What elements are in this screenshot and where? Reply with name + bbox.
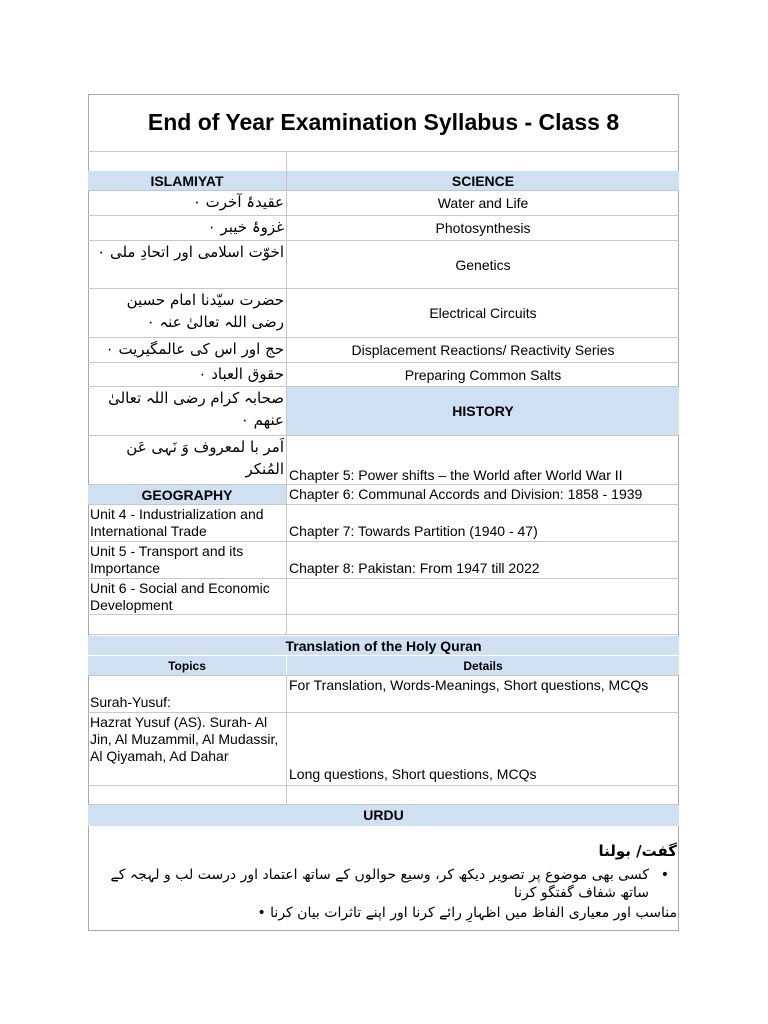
quran-details-text: Long questions, Short questions, MCQs (289, 766, 537, 782)
table-row (88, 191, 679, 216)
islamiyat-item: صحابہ کرام رضی اللہ تعالیٰ عنھم ۰ (88, 387, 287, 435)
quran-topic-text: Surah-Yusuf: (90, 694, 171, 710)
table-row (88, 485, 679, 505)
islamiyat-item: حضرت سیّدنا امام حسین رضی اللہ تعالیٰ عنہ ۰ (88, 289, 287, 337)
quran-topic: Hazrat Yusuf (AS). Surah- Al Jin, Al Muzammil, Al Mudassir, Al Qiyamah, Ad Dahar (88, 713, 287, 785)
islamiyat-item: اَمر با لمعروف وَ نَہی عَن المُنکر (88, 436, 287, 484)
science-item: Electrical Circuits (429, 305, 537, 321)
history-item (287, 542, 679, 578)
spacer-row (88, 151, 679, 171)
islamiyat-item: عقیدۂ آخرت ۰ (88, 191, 287, 215)
table-row (88, 289, 679, 338)
islamiyat-item: غزوۂ خیبر ۰ (88, 216, 287, 240)
table-row (88, 241, 679, 289)
quran-details: For Translation, Words-Meanings, Short questions, MCQs (289, 677, 649, 693)
urdu-header: URDU (363, 807, 404, 823)
bullet-icon: • (660, 867, 669, 883)
empty-cell (287, 579, 679, 614)
spacer-cell (287, 615, 679, 634)
table-row (88, 387, 679, 436)
history-item (287, 505, 679, 541)
table-row (88, 713, 679, 786)
geography-item: Unit 6 - Social and Economic Development (88, 579, 287, 614)
table-row (88, 676, 679, 713)
spacer-cell (88, 786, 287, 804)
science-header: SCIENCE (451, 173, 515, 189)
urdu-subheading: گفت/ بولنا (598, 842, 677, 860)
quran-topic (88, 676, 287, 712)
urdu-bullet (96, 904, 677, 922)
history-item-text: Chapter 6: Communal Accords and Division: 1858 - 1939 (289, 486, 643, 502)
spacer-row (88, 615, 679, 635)
science-item: Displacement Reactions/ Reactivity Series (351, 342, 615, 358)
urdu-bullet-text: مناسب اور معیاری الفاظ میں اظہارِ رائے کرنا اور اپنے تاثرات بیان کرنا (270, 905, 677, 921)
table-row (88, 216, 679, 241)
spacer-cell (287, 786, 679, 804)
science-item: Genetics (455, 256, 511, 273)
table-row (88, 436, 679, 485)
spacer-cell (88, 151, 287, 171)
urdu-bullet-text: کسی بھی موضوع پر تصویر دیکھ کر، وسیع حوالوں کے ساتھ اعتماد اور درست لب و لہجہ کے ساتھ شفاف گفتگو کرنا (110, 867, 649, 901)
science-item: Water and Life (437, 195, 529, 211)
header-row (88, 171, 679, 191)
quran-details (287, 713, 679, 785)
table-row (88, 338, 679, 363)
geography-item: Unit 5 - Transport and its Importance (88, 542, 287, 578)
urdu-header-row (88, 805, 679, 826)
spacer-row (88, 786, 679, 805)
science-item: Preparing Common Salts (404, 366, 562, 383)
spacer-cell (88, 615, 287, 634)
geography-header: GEOGRAPHY (88, 485, 287, 504)
urdu-bullet (96, 866, 677, 902)
table-row (88, 363, 679, 387)
table-row (88, 505, 679, 542)
page-title: End of Year Examination Syllabus - Class 8 (147, 109, 620, 135)
urdu-content (88, 840, 679, 922)
history-item-text: Chapter 5: Power shifts – the World after World War II (289, 467, 623, 483)
table-row (88, 579, 679, 615)
islamiyat-item: حج اور اس کی عالمگیریت ۰ (88, 338, 287, 362)
history-item (287, 436, 679, 484)
islamiyat-item: اخوّت اسلامی اور اتحادِ ملی ۰ (88, 241, 287, 288)
islamiyat-header: ISLAMIYAT (88, 171, 287, 190)
history-header: HISTORY (287, 387, 679, 435)
spacer-cell (287, 151, 679, 171)
details-header: Details (463, 659, 503, 673)
bullet-icon: • (257, 905, 266, 921)
science-item: Photosynthesis (435, 220, 531, 236)
topics-header: Topics (88, 656, 287, 675)
history-item-text: Chapter 8: Pakistan: From 1947 till 2022 (289, 560, 540, 576)
history-item (287, 485, 679, 504)
history-item-text: Chapter 7: Towards Partition (1940 - 47) (289, 523, 538, 539)
quran-header: Translation of the Holy Quran (285, 638, 482, 654)
table-row (88, 542, 679, 579)
quran-header-row (88, 636, 679, 656)
quran-columns-row (88, 656, 679, 676)
islamiyat-item: حقوق العباد ۰ (88, 363, 287, 386)
geography-item: Unit 4 - Industrialization and International Trade (88, 505, 287, 541)
